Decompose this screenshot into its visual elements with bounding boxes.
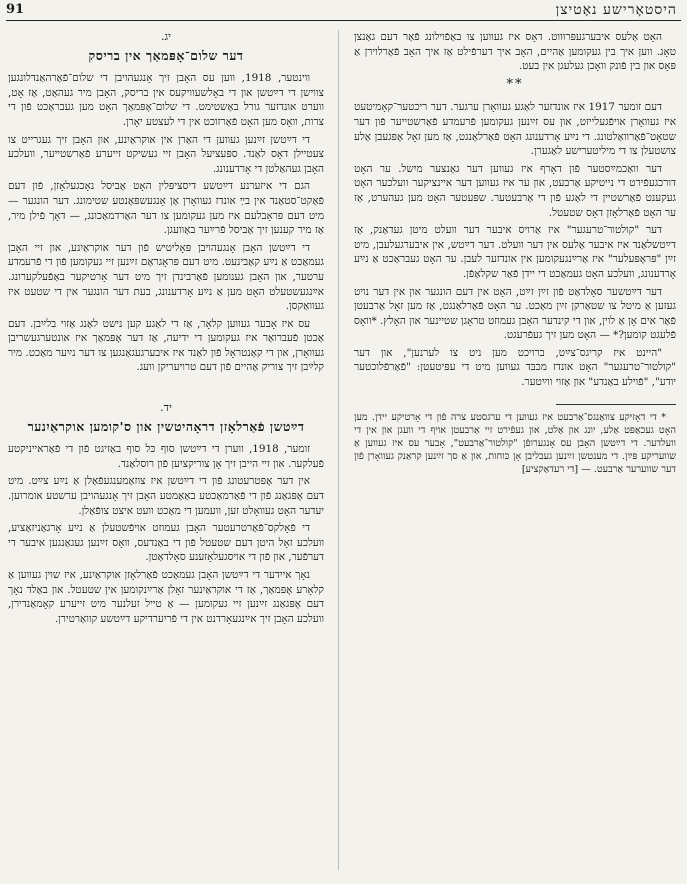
section-stars: **: [506, 76, 524, 92]
section-gap: [8, 385, 324, 401]
page-number: 91: [6, 2, 25, 17]
section-14: [8, 401, 324, 626]
chapter-title: דער שלום־אָפּמאַך אין בריסק: [88, 47, 244, 63]
paragraph: דער וואַכמײַסטער פֿון דאָרף איז געווען דער גאַנצער מיִשל. ער האָט דורכגעפֿירט די נייטיקע אַרבעט, און ער איז געווען דער איינציקער וועלכער האָט געקענט פֿאַרשטיין די לאַגע פֿון די אַרבעטער. שפּעטער האָט מען געהערט, אַז ער האָט פֿאַרלאָזן דאָס שטעטל.: [354, 162, 676, 219]
chapter-number: יד.: [160, 401, 172, 415]
paragraph: די פֿאָלקס־פֿאַרטרעטער האָבן געמוזט אויפֿשטעלן אַ נײַע אָרגאַניזאַציע, וועלכע זאָל היטן דעם שטעטל פֿון די באַנדעס, וואָס זײַנען געגאַנגען איבער די דערפֿער, און פֿון די אויסגעלאָזענע סאָלדאַטן.: [8, 522, 324, 564]
paragraph: אין דער אָפּטרעטונג פֿון די דײַטשן איז צוזאַמענגעפֿאַלן אַ נײַע צײַט. מיט דעם אָפּגאַנג פֿון די פֿאַרמאַכטע באַאַמטע האָבן זיך אָנגעהויבן ערשטע אומרוען. יעדער האָט געוואָלט זען, וועמען די מאַכט וועט איצט צופֿאַלן.: [8, 475, 324, 517]
paragraph: הגם די איזערנע דײַטשע דיסציפּלין האָט אַביסל נאָכגעלאָזן, פֿון דעם פֿאַקט־סטאַנד אין בײַ אונדז געוואָרן אַן אָנגעשפּאַנטע שטימונג. דער הונגער — מיט דעם פּראָבלעם איז מען געקומען צו דער האַרדמאַכונג, — דאָך פֿילן מיר, אַז מיר קענען זיך אַביסל פֿרײַער באַוועגן.: [8, 180, 324, 237]
running-title: היסטאָרישע נאָטיצן: [555, 2, 677, 18]
paragraph: די דײַטשן זײַנען געווען די האַרן אין אוקראַיִנע, און האָבן זיך געגרייט צו צעטיילן דאָס לאַנד. ספּעציעל האָבן זיי געשיקט זייערע פֿאַרשטייער, וועלכע האָבן געהאַלטן די אָרדענונג.: [8, 133, 324, 175]
intro-paragraph: האָט אַלעס איבערגעפּרוּווט. דאָס איז געווען צו באַפֿוילונג פֿאַר דעם גאַנצן טאָג. ווען איך בין געקומען אַהיים, האָב איך דערפֿילט אַז איך האָב פֿאַרלוירן אַ פּאָס און בין פֿונק וואָכן געלעגן אין בעט.: [354, 31, 676, 73]
left-column: [8, 30, 324, 636]
paragraph: דעם זומער 1917 איז אונדזער לאַגע געוואָרן ערגער. דער ריכטער־קאָמיטעט איז געוואָרן אויפֿגעלייזט, און עס זײַנען געקומען פֿרעמדע פֿאַרשטייער פֿון דער שטאָט־פֿאַרוואַלטונג. די נײַע אָרדענונג האָט פֿאַרלאַנגט, אַז מען זאָל אָפּגעבן אַלע צושטעלן צו די מיליטערישע לאַגערן.: [354, 101, 676, 158]
page-header: [6, 2, 681, 21]
paragraph: ווינטער, 1918, ווען עס האָבן זיך אָנגעהויבן די שלום־פֿאַרהאַנדלונגען צווישן די דײַטשן און די באָלשעוויקעס אין בריסק, האָבן מיר געהאַט, אַז אָט, ווערט אונדזער גורל באַשטימט. די שלום־אָפּמאַך האָט מען געבראַכט פֿון די צרות, וואָס מען האָט פֿאַרזוכט אין די לעצטע יאָרן.: [8, 72, 324, 128]
chapter-title: דײַטשן פֿאַרלאָזן דראָהיטשין און ס'קומען אוקראַיִנער: [27, 418, 305, 434]
paragraph: נאָך אייִדער די דײַטשן האָבן געמאַכט פֿאַרלאָזן אוקראַיִנע, איז שוין געווען אַ קלאָרע אָפּמאַך, אַז די אוקראַיִנער זאָלן אַרײַנקומען אין שטעטל. און באַלד נאָך דעם אָפּגאַנג זײַנען זיי געקומען — אַ טייל זעלנער מיט זייערע קאָמאַנדירן, וועלכע האָבן זיך אײַנגעאָרדנט אין די פֿריִערדיקע דײַטשע קוואַרטירן.: [8, 569, 324, 625]
footnote-rule: [556, 404, 676, 405]
right-column: [354, 30, 676, 476]
paragraph: זומער, 1918, ווערן די דײַטשן סוף כּל סוף באַזיגט פֿון די פֿאַראייניקטע פֿעלקער. און זיי הייבן זיך אָן צוריקציִען פֿון רוסלאַנד.: [8, 443, 324, 470]
paragraph: די דײַטשן האָבן אָנגעהויבן פּאָליטיש פֿון דער אוקראַיִנע, און זיי האָבן געמאַכט אַ נײַע קאַבינעט. מיט דעם פּראָגראַם זײַנען זיי געקומען פֿון די פֿרעמדע ערטער, און האָבן גענומען פֿאַרבינדן זיך מיט דער אָרטיקער באַפֿעלקערונג. אײַנגעשטעלט האָט מען אַ נײַע אָרדענונג, בעת דער הונגער אין די שטעט איז געוואַקסן.: [8, 241, 324, 313]
footnote: * די דאָזיקע צוואַנגס־אַרבעט איז געווען די ערגסטע צרה פֿון די אָרטיקע יידן. מען האָט געכאַפּט אַלע, יונג און אַלט, און געפֿירט זיי אַרבעטן אויף די וועגן און אין די וועלדער. די דײַטשן האָבן עס אָנגערופֿן "קולטור־אַרבעט", אָבער עס איז געווען אַ שוועריקע פּײַן. די מענטשן זײַנען געבליבן אָן כּוחות, און אַ סך זײַנען קראַנק געוואָרן פֿון דער שווערער אַרבעט. — [די רעדאַקציע]: [354, 411, 676, 475]
paragraph: דער דײַטשער סאָלדאַט פֿון זײַן זײַט, האָט אין דעם הונגער און אין דער נויט געזען אַ מיטל צו שטאַרקן זײַן מאַכט. ער האָט פֿאַרלאַנגט, אַז מען זאָל אַרבעטן פֿאַר אים אָן אַ לוין, און די קינדער האָבן געמוזט טראָגן שטיינער און האָלץ. *וואָס פֿלעגט קומען?* — האָט מען זיך געפֿרעגט.: [354, 285, 676, 342]
paragraph: דער "קולטור־טרעגער" איז אַרויס איבער דער וועלט מיטן געדאַנק, אַז דײַטשלאַנד איז איבער אַלעס אין דער וועלט. דער דײַטש, אין איבערגעלעבן, מיט זײַן "פּראָפּעלער" איז אַרײַנגעקומען אין אונדזער לעבן. ער האָט געבראַכט אַ נײַע אָרדענונג, וועלכע האָט געמאַכט די יידן פֿאַר שקלאַפֿן.: [354, 224, 676, 280]
section-13: [8, 30, 324, 375]
column-divider: [338, 30, 339, 870]
chapter-number: יג.: [160, 30, 171, 43]
paragraph: עס איז אָבער געווען קלאָר, אַז די לאַגע קען נישט לאַנג אַזוי בלײַבן. דעם אַכטן פֿעברואַר איז געקומען די ידיעה, אַז דער אָפּמאַך איז אונטערגעשריבן געוואָרן, און די קאַנטראָל פֿון לאַנד איז איבערגעגאַנגען צו דער נײַער מאַכט. מיר קלײַבן זיך צוריק אַהיים פֿון דעם טרויעריקן וועג.: [8, 317, 324, 374]
paragraph: "היינט איז קריגס־צײַט, ברויכט מען ניט צו לערנען", און דער "קולטור־טרעגער" האָט אונדז מכבּד געווען מיט די עפּיטעטן: "פֿאַרפֿלוכטער יודע", "פֿוילע באַנדע" און אַזוי ווײַטער.: [354, 346, 676, 389]
